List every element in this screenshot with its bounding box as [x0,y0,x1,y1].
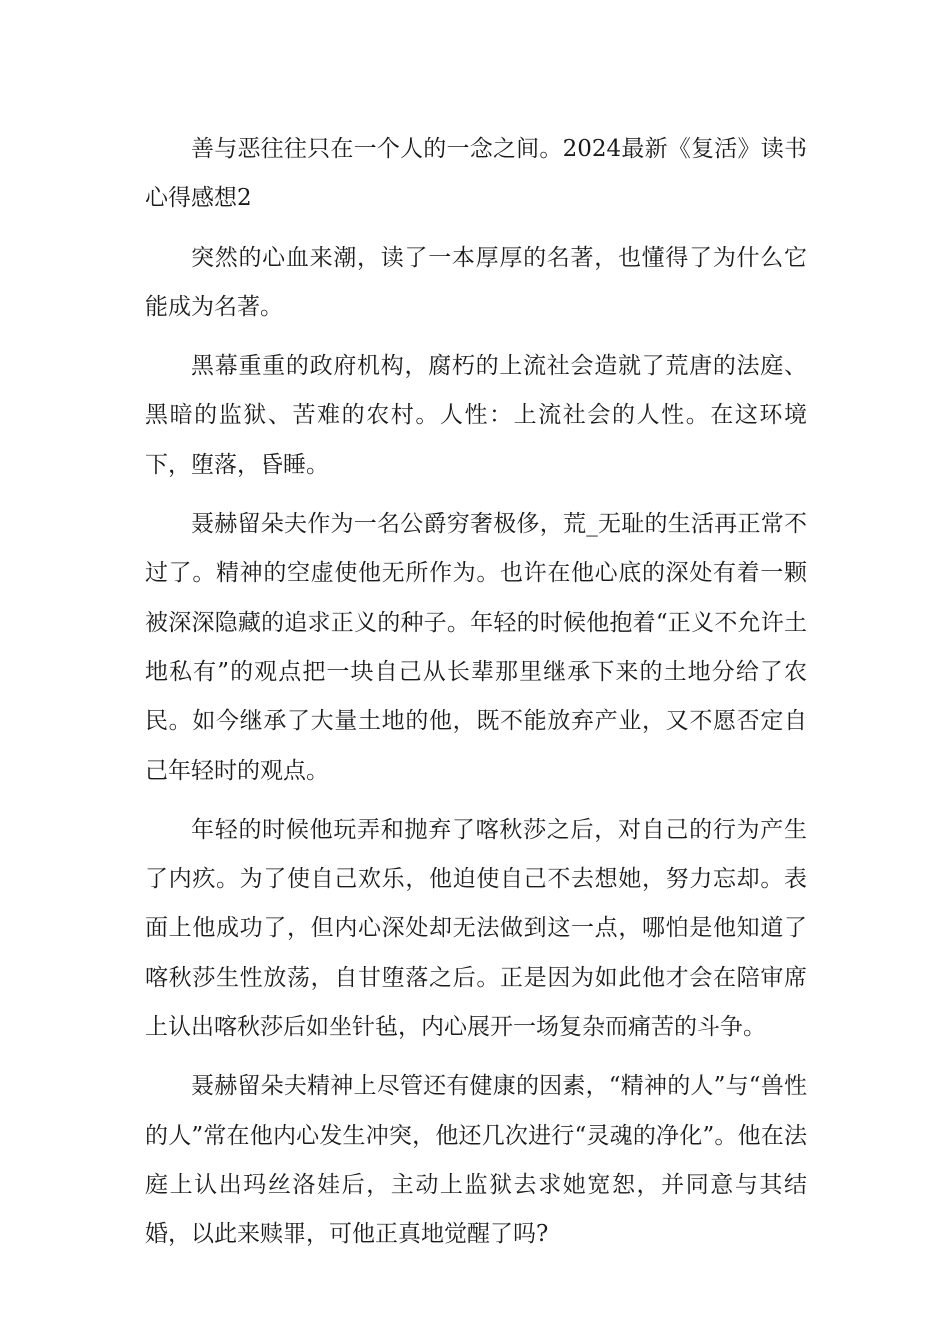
paragraph-6: 聂赫留朵夫精神上尽管还有健康的因素，“精神的人”与“兽性的人”常在他内心发生冲突，他还几次进行“灵魂的净化”。他在法庭上认出玛丝洛娃后，主动上监狱去求她宽恕，并同意与其结婚，以此来赎罪，可他正真地觉醒了吗? [145,1073,807,1248]
paragraph-2: 突然的心血来潮，读了一本厚厚的名著，也懂得了为什么它能成为名著。 [145,244,807,320]
paragraph-3: 黑幕重重的政府机构，腐朽的上流社会造就了荒唐的法庭、黑暗的监狱、苦难的农村。人性：上流社会的人性。在这环境下，堕落，昏睡。 [145,353,807,478]
paragraph-4: 聂赫留朵夫作为一名公爵穷奢极侈，荒_无耻的生活再正常不过了。精神的空虚使他无所作为。也许在他心底的深处有着一颗被深深隐藏的追求正义的种子。年轻的时候他抱着“正义不允许土地私有”的观点把一块自己从长辈那里继承下来的土地分给了农民。如今继承了大量土地的他，既不能放弃产业，又不愿否定自己年轻时的观点。 [145,511,807,784]
paragraph-1: 善与恶往往只在一个人的一念之间。2024最新《复活》读书心得感想2 [145,136,807,212]
paragraph-5: 年轻的时候他玩弄和抛弃了喀秋莎之后，对自己的行为产生了内疚。为了使自己欢乐，他迫使自己不去想她，努力忘却。表面上他成功了，但内心深处却无法做到这一点，哪怕是他知道了喀秋莎生性放荡，自甘堕落之后。正是因为如此他才会在陪审席上认出喀秋莎后如坐针毡，内心展开一场复杂而痛苦的斗争。 [145,816,807,1041]
document-body [145,125,807,1270]
